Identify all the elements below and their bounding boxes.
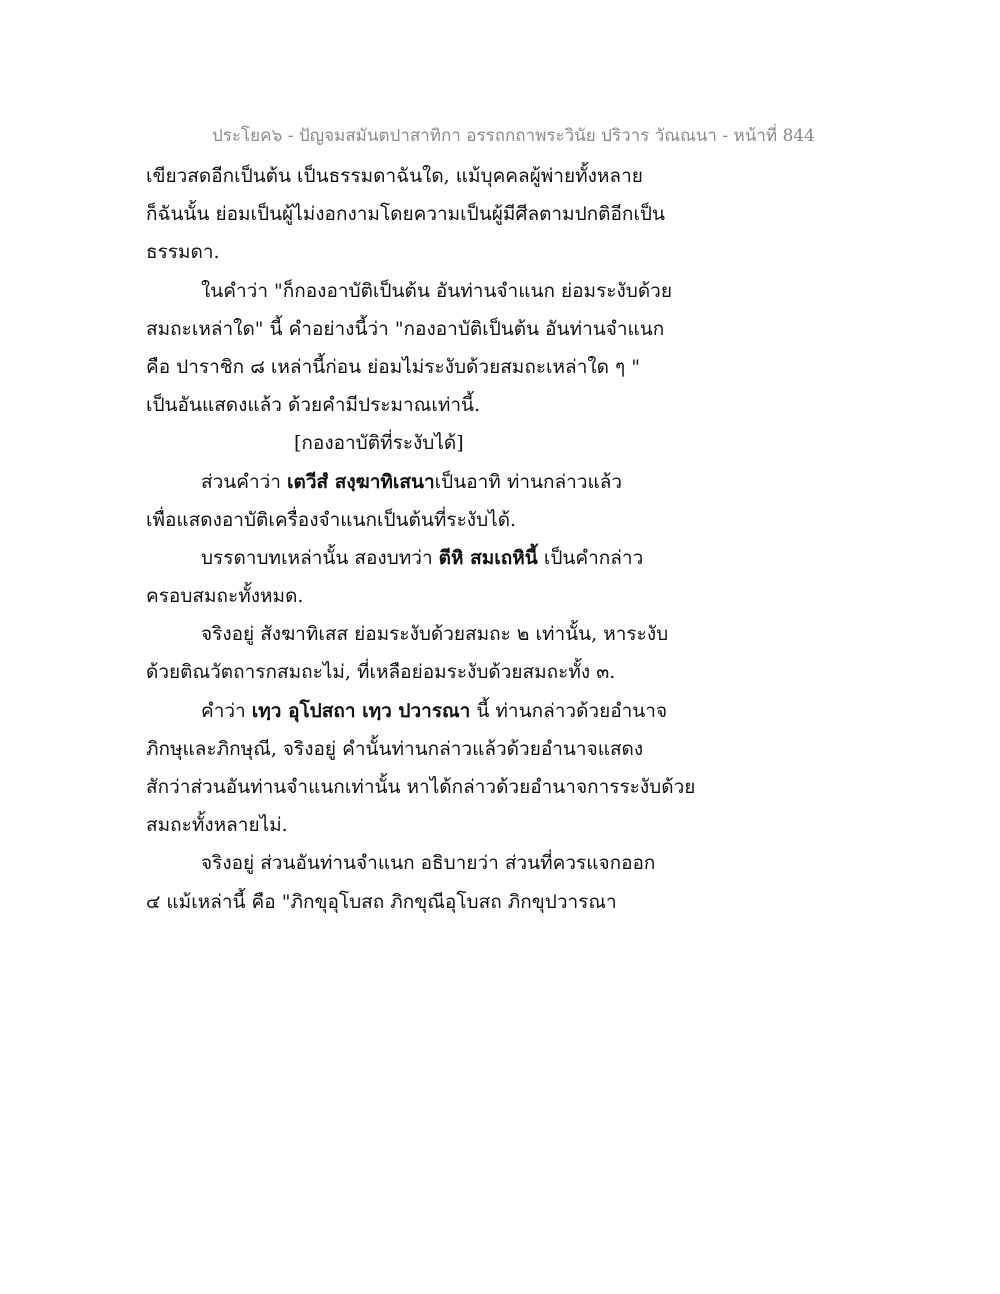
text-segment: เป็นคำกล่าว <box>537 546 644 569</box>
text-line: เป็นอันแสดงแล้ว ด้วยคำมีประมาณเท่านี้. <box>146 394 481 417</box>
text-line <box>146 692 866 730</box>
text-line: คือ ปาราชิก ๘ เหล่านี้ก่อน ย่อมไม่ระงับด้วยสมถะเหล่าใด ๆ " <box>146 355 640 378</box>
text-line: ด้วยติณวัตถารกสมถะไม่, ที่เหลือย่อมระงับด้วยสมถะทั้ง ๓. <box>146 661 616 684</box>
text-line <box>146 463 866 501</box>
text-line: จริงอยู่ สังฆาทิเสส ย่อมระงับด้วยสมถะ ๒ เท่านั้น, หาระงับ <box>201 623 669 646</box>
text-line: สมถะทั้งหลายไม่. <box>146 814 288 837</box>
body-text <box>146 157 866 921</box>
section-heading: [กองอาบัติที่ระงับได้] <box>294 432 464 455</box>
text-line: สมถะเหล่าใด" นี้ คำอย่างนี้ว่า "กองอาบัติเป็นต้น อันท่านจำแนก <box>146 317 665 340</box>
text-line: เพื่อแสดงอาบัติเครื่องจำแนกเป็นต้นที่ระงับได้. <box>146 508 517 531</box>
text-line: จริงอยู่ ส่วนอันท่านจำแนก อธิบายว่า ส่วนที่ควรแจกออก <box>201 852 656 875</box>
bold-term: ตีหิ สมเถหินี้ <box>438 546 538 569</box>
page-header: ประโยค๖ - ปัญจมสมันตปาสาทิกา อรรถกถาพระวินัย ปริวาร วัณณนา - หน้าที่ 844 <box>212 126 815 146</box>
text-line: ในคำว่า "ก็กองอาบัติเป็นต้น อันท่านจำแนก ย่อมระงับด้วย <box>201 279 672 302</box>
text-segment: นี้ ท่านกล่าวด้วยอำนาจ <box>470 699 668 722</box>
text-segment: บรรดาบทเหล่านั้น สองบทว่า <box>201 546 439 569</box>
text-line: ครอบสมถะทั้งหมด. <box>146 585 304 608</box>
text-line: เขียวสดอีกเป็นต้น เป็นธรรมดาฉันใด, แม้บุคคลผู้พ่ายทั้งหลาย <box>146 165 643 187</box>
bold-term: เทฺว อุโปสถา เทฺว ปวารณา <box>251 699 471 722</box>
text-line: สักว่าส่วนอันท่านจำแนกเท่านั้น หาได้กล่าวด้วยอำนาจการระงับด้วย <box>146 776 696 798</box>
text-line: ธรรมดา. <box>146 241 220 264</box>
bold-term: เตวีสํ สงฺฆาทิเสนา <box>287 470 435 493</box>
text-segment: ส่วนคำว่า <box>201 470 288 493</box>
text-line: ภิกษุและภิกษุณี, จริงอยู่ คำนั้นท่านกล่าวแล้วด้วยอำนาจแสดง <box>146 737 644 760</box>
text-segment: คำว่า <box>201 699 252 722</box>
text-segment: เป็นอาทิ ท่านกล่าวแล้ว <box>434 470 623 493</box>
text-line <box>146 539 866 577</box>
text-line: ๔ แม้เหล่านี้ คือ "ภิกขุอุโบสถ ภิกขุณีอุโบสถ ภิกขุปวารณา <box>146 890 617 913</box>
text-line: ก็ฉันนั้น ย่อมเป็นผู้ไม่งอกงามโดยความเป็นผู้มีศีลตามปกติอีกเป็น <box>146 203 665 226</box>
